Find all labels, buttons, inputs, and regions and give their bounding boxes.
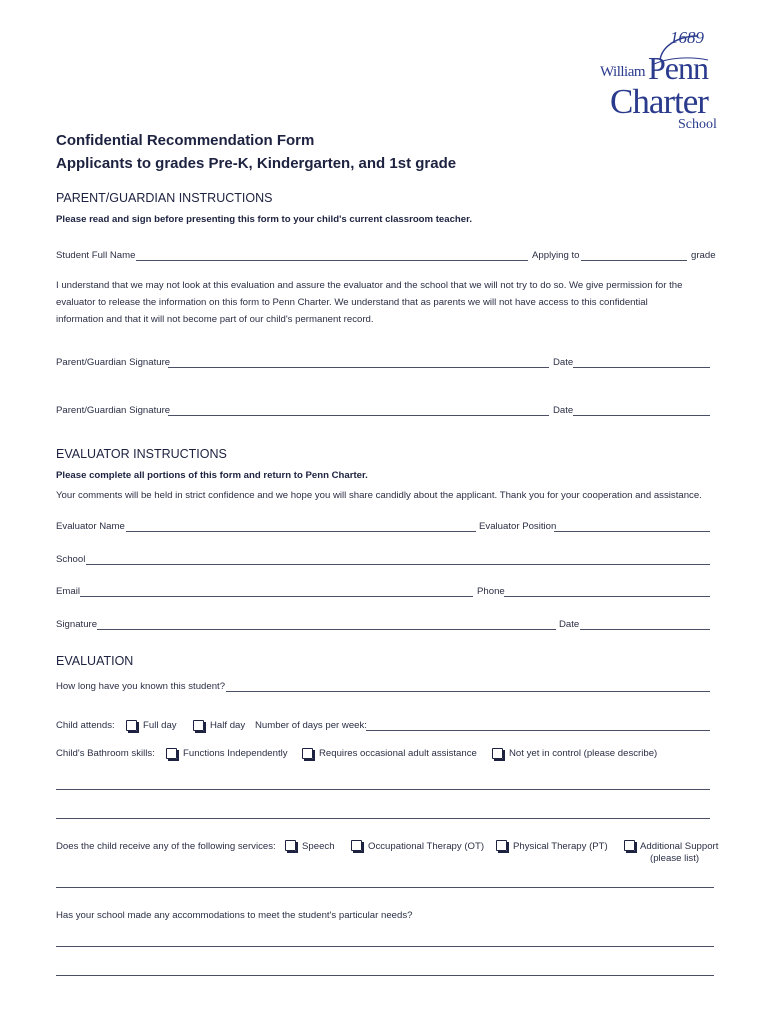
parent-signature-label-2: Parent/Guardian Signature	[56, 405, 171, 416]
bathroom-describe-line-2[interactable]	[56, 818, 710, 819]
bathroom-independent-checkbox[interactable]	[166, 748, 177, 759]
logo-penn: Penn	[648, 50, 708, 86]
days-per-week-label: Number of days per week:	[255, 720, 367, 731]
evaluator-date-label: Date	[559, 619, 580, 630]
form-subtitle: Applicants to grades Pre-K, Kindergarten, and 1st grade	[56, 155, 457, 172]
speech-label: Speech	[302, 841, 335, 852]
additional-support-label: Additional Support	[640, 841, 719, 852]
parent-signature-label-1: Parent/Guardian Signature	[56, 357, 171, 368]
bathroom-not-in-control-checkbox[interactable]	[492, 748, 503, 759]
half-day-checkbox[interactable]	[193, 720, 204, 731]
days-per-week-field[interactable]	[366, 730, 710, 731]
logo-charter: Charter	[610, 82, 708, 121]
accommodations-label: Has your school made any accommodations to meet the student's particular needs?	[56, 910, 413, 921]
pt-checkbox[interactable]	[496, 840, 507, 851]
ot-checkbox[interactable]	[351, 840, 362, 851]
bathroom-not-in-control-label: Not yet in control (please describe)	[509, 748, 658, 759]
parent-date-field-2[interactable]	[573, 415, 710, 416]
evaluator-signature-label: Signature	[56, 619, 98, 630]
evaluator-date-field[interactable]	[580, 629, 710, 630]
half-day-label: Half day	[210, 720, 246, 731]
form-title: Confidential Recommendation Form	[56, 132, 315, 149]
phone-field[interactable]	[504, 596, 710, 597]
parent-date-label-1: Date	[553, 357, 574, 368]
school-field[interactable]	[86, 564, 710, 565]
evaluation-heading: EVALUATION	[56, 654, 134, 668]
speech-checkbox[interactable]	[285, 840, 296, 851]
logo-william: William	[600, 64, 646, 80]
known-field[interactable]	[226, 691, 710, 692]
parent-date-label-2: Date	[553, 405, 574, 416]
applying-grade-field[interactable]	[581, 260, 687, 261]
email-label: Email	[56, 586, 80, 597]
parent-consent-paragraph: I understand that we may not look at this evaluation and assure the evaluator and the school that we will not try to do so. We give permission for the evaluator to release the information on this form to Penn Charter. We understand that as parents we will not have access to this confidential information and that it will not become part of our child's permanent record.	[56, 280, 683, 325]
school-logo	[598, 28, 738, 138]
parent-signature-field-2[interactable]	[168, 415, 549, 416]
parent-heading: PARENT/GUARDIAN INSTRUCTIONS	[56, 191, 273, 205]
accommodations-line-1[interactable]	[56, 946, 714, 947]
email-field[interactable]	[80, 596, 473, 597]
please-list-label: (please list)	[650, 853, 700, 864]
bathroom-assistance-checkbox[interactable]	[302, 748, 313, 759]
student-name-label: Student Full Name	[56, 250, 136, 261]
logo-school: School	[678, 117, 717, 132]
pt-label: Physical Therapy (PT)	[513, 841, 608, 852]
full-day-checkbox[interactable]	[126, 720, 137, 731]
applying-label: Applying to	[532, 250, 580, 261]
bathroom-label: Child's Bathroom skills:	[56, 748, 155, 759]
phone-label: Phone	[477, 586, 505, 597]
grade-label: grade	[691, 250, 716, 261]
accommodations-line-2[interactable]	[56, 975, 714, 976]
school-label: School	[56, 554, 86, 565]
services-list-line[interactable]	[56, 887, 714, 888]
services-label: Does the child receive any of the following services:	[56, 841, 276, 852]
full-day-label: Full day	[143, 720, 177, 731]
parent-instruction: Please read and sign before presenting this form to your child's current classroom teacher.	[56, 214, 472, 225]
logo-year: 1689	[670, 28, 704, 47]
evaluator-position-label: Evaluator Position	[479, 521, 557, 532]
parent-signature-field-1[interactable]	[168, 367, 549, 368]
bathroom-independent-label: Functions Independently	[183, 748, 288, 759]
additional-support-checkbox[interactable]	[624, 840, 635, 851]
evaluator-name-label: Evaluator Name	[56, 521, 125, 532]
evaluator-name-field[interactable]	[126, 531, 476, 532]
student-name-field[interactable]	[136, 260, 528, 261]
evaluator-signature-field[interactable]	[97, 629, 556, 630]
evaluator-position-field[interactable]	[554, 531, 710, 532]
bathroom-assistance-label: Requires occasional adult assistance	[319, 748, 477, 759]
attends-label: Child attends:	[56, 720, 115, 731]
parent-date-field-1[interactable]	[573, 367, 710, 368]
ot-label: Occupational Therapy (OT)	[368, 841, 485, 852]
evaluator-note: Your comments will be held in strict confidence and we hope you will share candidly about the applicant. Thank you for your cooperation and assistance.	[56, 490, 702, 501]
evaluator-instruction: Please complete all portions of this form and return to Penn Charter.	[56, 470, 368, 481]
evaluator-heading: EVALUATOR INSTRUCTIONS	[56, 447, 227, 461]
bathroom-describe-line-1[interactable]	[56, 789, 710, 790]
known-label: How long have you known this student?	[56, 681, 226, 692]
